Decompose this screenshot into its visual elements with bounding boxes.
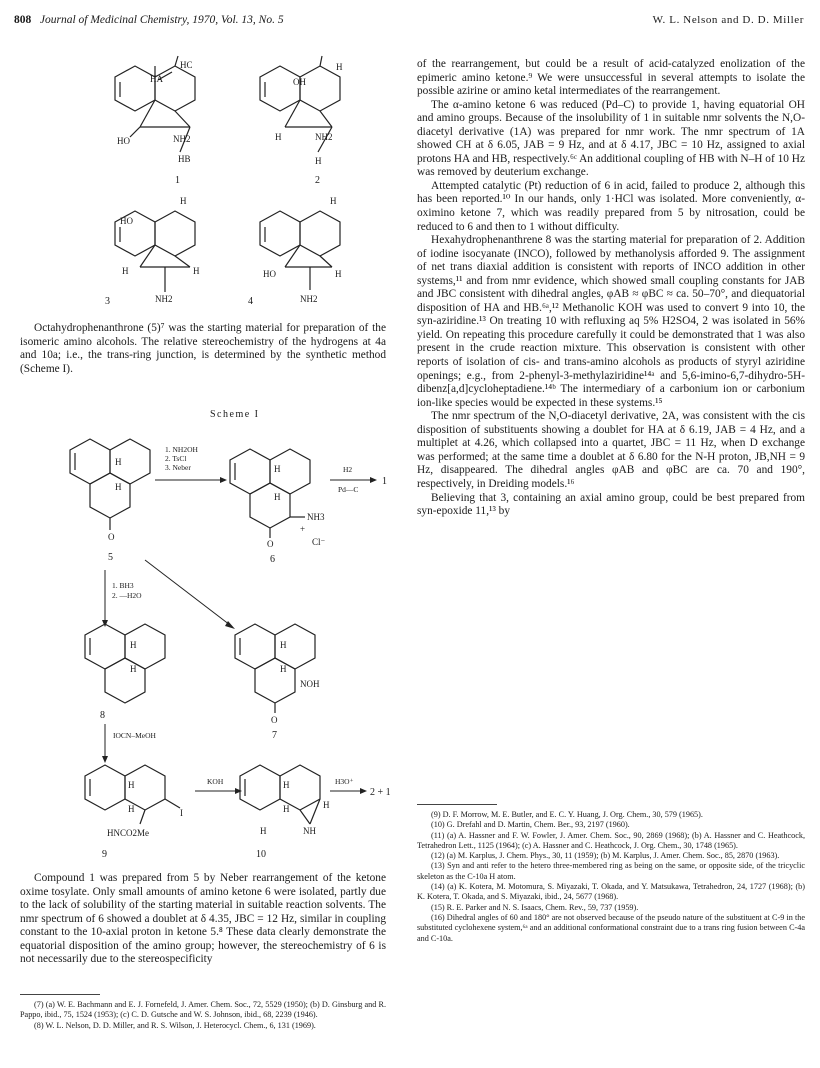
reagent-6: H3O⁺	[335, 777, 354, 786]
s1-atom-ha: HA	[150, 74, 163, 84]
footnote-8: (8) W. L. Nelson, D. D. Miller, and R. S. Wilson, J. Heterocycl. Chem., 6, 131 (1969).	[34, 1020, 316, 1030]
footnote-16: (16) Dihedral angles of 60 and 180° are not observed because of the pseudo nature of the substituent at C-9 in the substituted cyclohexene system,⁶ᵃ and an additional conformational constraint due to a trans ring fusion between C-4a and C-10a.	[417, 912, 805, 943]
c10-atom-nh: NH	[303, 826, 316, 836]
c9-atom-h2: H	[128, 804, 135, 814]
c6-atom-o: O	[267, 539, 274, 549]
s3-atom-nh2: NH2	[155, 294, 173, 304]
reagent-1c: 3. Neber	[165, 463, 191, 472]
c5-atom-o: O	[108, 532, 115, 542]
c10-atom-h2: H	[283, 804, 290, 814]
structures-1-to-4	[60, 52, 380, 312]
c5-atom-h2: H	[115, 482, 122, 492]
compound-7	[235, 624, 315, 713]
s3-atom-h1: H	[180, 196, 187, 206]
right-footnote-rule	[417, 804, 497, 805]
c10-atom-h3: H	[323, 800, 330, 810]
structure-label-4: 4	[248, 296, 253, 307]
reagent-3b: 2. —H2O	[112, 591, 142, 600]
right-column	[417, 58, 805, 519]
c6-atom-h1: H	[274, 464, 281, 474]
compound-10	[240, 765, 320, 824]
scheme-label-9: 9	[102, 849, 107, 860]
left-paragraph-2	[20, 872, 386, 967]
c9-atom-h1: H	[128, 780, 135, 790]
c6-atom-cl: Cl⁻	[312, 537, 326, 547]
s4-atom-h1: H	[330, 196, 337, 206]
c8-atom-h1: H	[130, 640, 137, 650]
c9-atom-hnco2me: HNCO2Me	[107, 828, 149, 838]
compound-9	[85, 765, 180, 824]
s3-atom-ho: HO	[120, 216, 133, 226]
c5-atom-h1: H	[115, 457, 122, 467]
scheme-product-1: 1	[382, 476, 387, 487]
reagent-2b: Pd—C	[338, 485, 359, 494]
reagent-2a: H2	[343, 465, 353, 474]
s2-atom-h-top: H	[336, 62, 343, 72]
s2-atom-oh: OH	[293, 77, 306, 87]
c10-atom-h4: H	[260, 826, 267, 836]
scheme-label-6: 6	[270, 554, 275, 565]
footnote-13: (13) Syn and anti refer to the hetero three-membered ring as being on the same, or opposite side, of the tricyclic skeleton as the C-10a H atom.	[417, 861, 805, 881]
right-para-3: Attempted catalytic (Pt) reduction of 6 in acid, failed to produce 2, although this has been reported.¹⁰ In our hands, only 1·HCl was isolated. More conveniently, α-oximino ketone 7, which was readily prepared from 5 by nitrosation, could be reduced to 6 and then to 1 without difficulty.	[417, 179, 805, 233]
c6-atom-h2: H	[274, 492, 281, 502]
right-para-4: Hexahydrophenanthrene 8 was the starting material for preparation of 2. Addition of iodine isocyanate (INCO), followed by methanolysis afforded 9. The assignment of net trans diaxial addition is consistent with reports of INCO addition in other systems,¹¹ and from nmr evidence, which showed small coupling constants for JAB and JBC consistent with dihedral angles, φAB ≈ φBC ≈ ca. 50–70°, and diequatorial disposition of HA and HB.⁶ᵃ,¹² Methanolic KOH was used to convert 9 into 10, the syn-aziridine.¹³ On treating 10 with refluxing aq 5% H2SO4, 2 was isolated in 56% yield. On repeating this procedure carefully it could be demonstrated that 1 was also present in the crude reaction mixture. This observation is consistent with other reports of isolation of cis- and trans-amino alcohols as products of styryl aziridine openings; e.g., from 2-phenyl-3-methylaziridine¹⁴ᵃ and 5,6-imino-6,7-dihydro-5H-dibenz[a,d]cycloheptadiene.¹⁴ᵇ The intermediary of a carbonium ion or carbonium ion-like species would be expected in these systems.¹⁵	[417, 234, 805, 409]
scheme-label-8: 8	[100, 710, 105, 721]
running-header-left	[14, 14, 284, 26]
left-footnotes	[20, 1000, 386, 1031]
c9-atom-i: I	[180, 808, 183, 818]
scheme-1-diagram-lower	[55, 731, 395, 846]
footnote-11: (11) (a) A. Hassner and F. W. Fowler, J. Amer. Chem. Soc., 90, 2869 (1968); (b) A. Hassner and C. Heathcock, Tetrahedron Lett., 1125 (1964); (c) A. Hassner and C. Heathcock, J. Org. Chem., 30, 1748 (1965).	[417, 830, 805, 850]
right-para-6: Believing that 3, containing an axial amino group, could be best prepared from syn-epoxide 11,¹³ by	[417, 491, 805, 518]
footnote-15: (15) R. E. Parker and N. S. Isaacs, Chem. Rev., 59, 737 (1959).	[431, 902, 639, 912]
right-footnotes	[417, 810, 805, 944]
c7-atom-noh: NOH	[300, 679, 320, 689]
reagent-4: IOCN–MeOH	[113, 731, 156, 740]
compound-6	[230, 449, 310, 538]
scheme-title: Scheme I	[210, 409, 260, 420]
s2-atom-nh2: NH2	[315, 132, 333, 142]
running-header-authors: W. L. Nelson and D. D. Miller	[652, 14, 804, 26]
s1-atom-nh2: NH2	[173, 134, 191, 144]
compound-8	[85, 624, 165, 703]
reagent-1b: 2. TsCl	[165, 454, 187, 463]
journal-citation: Journal of Medicinal Chemistry, 1970, Vol. 13, No. 5	[39, 14, 284, 26]
reagent-1a: 1. NH2OH	[165, 445, 198, 454]
structure-label-2: 2	[315, 175, 320, 186]
s4-atom-ho: HO	[263, 269, 276, 279]
scheme-label-10: 10	[256, 849, 266, 860]
s1-atom-ho: HO	[117, 136, 130, 146]
s1-atom-hb: HB	[178, 154, 191, 164]
footnote-12: (12) (a) M. Karplus, J. Chem. Phys., 30, 11 (1959); (b) M. Karplus, J. Amer. Chem. Soc., 85, 2870 (1963).	[431, 851, 780, 861]
s3-atom-h3: H	[193, 266, 200, 276]
c7-atom-h1: H	[280, 640, 287, 650]
s2-atom-h-bottom: H	[315, 156, 322, 166]
left-paragraph-1	[20, 322, 386, 376]
footnote-7: (7) (a) W. E. Bachmann and E. J. Fornefeld, J. Amer. Chem. Soc., 72, 5529 (1950); (b) D. Ginsburg and R. Pappo, ibid., 75, 1524 (1953); (c) C. D. Gutsche and W. S. Johnson, ibid., 68, 2239 (1946).	[20, 1000, 386, 1020]
left-para-2-text: Compound 1 was prepared from 5 by Neber rearrangement of the ketone oxime tosylate. Only small amounts of amino ketone 6 were isolated, partly due to the lack of solubility of the starting material in suitable reaction solvents. The nmr spectrum of 6 showed a doublet at δ 4.35, JBC = 12 Hz, similar in coupling constant to the 10-axial proton in ketone 5.⁸ These data clearly demonstrate the equatorial disposition of the amino group; however, the stereochemistry of 6 is not necessarily due to the stereospecificity	[20, 872, 386, 966]
right-para-2: The α-amino ketone 6 was reduced (Pd–C) to provide 1, having equatorial OH and amino groups. Because of the insolubility of 1 in suitable nmr solvents the N,O-diacetyl derivative (1A) was prepared for nmr work. The nmr spectrum of 1A showed CH at δ 6.05, JAB = 9 Hz, and at δ 4.17, JBC = 10 Hz, assigned to axial protons HA and HB, respectively.⁶ᶜ An additional coupling of HB with N–H of 10 Hz was removed by deuterium exchange.	[417, 98, 805, 179]
s1-atom-hc: HC	[180, 60, 193, 70]
c7-atom-o: O	[271, 715, 278, 725]
s4-atom-h2: H	[335, 269, 342, 279]
c6-atom-nh3: NH3	[307, 512, 325, 522]
c7-atom-h2: H	[280, 664, 287, 674]
footnote-9: (9) D. F. Morrow, M. E. Butler, and E. C. Y. Huang, J. Org. Chem., 30, 579 (1965).	[431, 810, 703, 819]
structure-label-1: 1	[175, 175, 180, 186]
reagent-5: KOH	[207, 777, 224, 786]
c6-atom-plus: +	[300, 524, 306, 534]
c10-atom-h1: H	[283, 780, 290, 790]
footnote-10: (10) G. Drefahl and D. Martin, Chem. Ber., 93, 2197 (1960).	[431, 820, 630, 830]
scheme-label-5: 5	[108, 552, 113, 563]
compound-5	[70, 439, 150, 530]
s4-atom-nh2: NH2	[300, 294, 318, 304]
page-number: 808	[14, 14, 32, 26]
structure-label-3: 3	[105, 296, 110, 307]
right-para-1: of the rearrangement, but could be a result of acid-catalyzed enolization of the epimeric amino ketone.⁹ We were unsuccessful in several attempts to isolate the possible azirine or amino ketal intermediates of the rearrangement.	[417, 58, 805, 98]
scheme-label-7: 7	[272, 730, 277, 741]
footnote-14: (14) (a) K. Kotera, M. Motomura, S. Miyazaki, T. Okada, and Y. Matsukawa, Tetrahedron, 24, 1727 (1968); (b) K. Kotera, T. Okada, and S. Miyazaki, ibid., 24, 5677 (1968).	[417, 882, 805, 902]
c8-atom-h2: H	[130, 664, 137, 674]
left-para-1-text: Octahydrophenanthrone (5)⁷ was the starting material for preparation of the isomeric amino alcohols. The relative stereochemistry of the hydrogens at 4a and 10a; i.e., the trans-ring junction, is determined by the synthetic method (Scheme I).	[20, 322, 386, 375]
reagent-3a: 1. BH3	[112, 581, 134, 590]
scheme-products-final: 2 + 1	[370, 787, 391, 798]
right-para-5: The nmr spectrum of the N,O-diacetyl derivative, 2A, was consistent with the cis disposition of substituents showing a doublet for HA at δ 6.19, JAB = 4 Hz, and a multiplet at 4.26, which collapsed into a quartet, JBC = 11 Hz, when D exchange was performed; at the same time a doublet at δ 6.80 for the N-H proton, JB,NH = 9 Hz, disappeared. The dihedral angles φAB and φBC are ca. 70 and 190°, respectively, in Dreiding models.¹⁶	[417, 410, 805, 490]
left-footnote-rule	[20, 994, 100, 995]
s3-atom-h2: H	[122, 266, 129, 276]
s2-atom-h-left: H	[275, 132, 282, 142]
